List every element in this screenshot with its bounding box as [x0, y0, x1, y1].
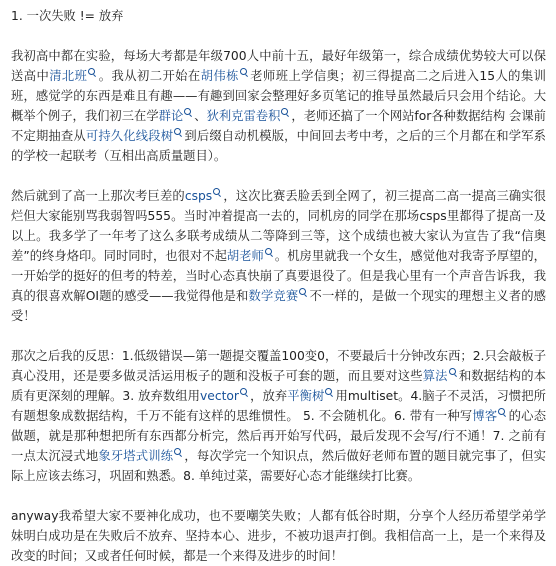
keyword-link-text: 平衡树 — [287, 389, 325, 403]
search-icon — [184, 108, 191, 115]
search-icon — [265, 248, 272, 255]
keyword-search-link[interactable] — [98, 449, 184, 463]
keyword-link-text: 胡伟栋 — [200, 69, 239, 83]
keyword-search-link[interactable] — [227, 249, 275, 263]
paragraph — [11, 186, 546, 326]
text-run: ，老师还搞了一个网站for各种数据结构 会课前不定期抽查从 — [11, 109, 546, 143]
keyword-search-link[interactable] — [287, 389, 335, 403]
text-run: 。我从初二开始在 — [98, 69, 201, 83]
text-run: 用multiset。4.脑子不灵活，习惯把所有题想象成数据结构，千万不能有这样的思维惯性。 5. 不会随机化。6. 带有一种写 — [11, 389, 546, 423]
text-run: 然后就到了高一上那次考巨差的 — [11, 189, 185, 203]
keyword-link-text: 胡老师 — [226, 249, 264, 263]
paragraph — [11, 506, 546, 566]
keyword-link-text: 清北班 — [49, 69, 88, 83]
text-run: 我初高中都在实验，每场大考都是年级700人中前十五，最好年级第一，综合成绩优势较大可以保送高中 — [11, 49, 546, 83]
keyword-search-link[interactable] — [49, 69, 98, 83]
text-run: ，放弃 — [250, 389, 288, 403]
text-run: 和数据结构的本质有更深刻的理解。3. 放弃数组用 — [11, 369, 546, 403]
text-run: ，每次学完一个知识点，然后做好老师布置的题目就完事了，但实际上应该去练习，巩固和熟悉。8. 单纯过菜，需要好心态才能继续打比赛。 — [11, 449, 546, 483]
paragraph — [11, 46, 546, 166]
search-icon — [498, 408, 505, 415]
search-icon — [174, 128, 181, 135]
keyword-search-link[interactable] — [472, 409, 508, 423]
search-icon — [240, 68, 247, 75]
text-run: 到后缀自动机模版，中间回去考中考，之后的三个月都在和学军系的学校一起联考（互相出高质量题目）。 — [11, 129, 546, 163]
text-run: 的心态做题，就是那种想把所有东西都分析完，然后再开始写代码，最后发现不会写/行不通！7. 之前有一点太沉浸式地 — [11, 409, 546, 463]
keyword-link-text: 狄利克雷卷积 — [206, 109, 281, 123]
text-run: 那次之后我的反思：1.低级错误—第一题提交覆盖100变0，不要最后十分钟改东西；2.只会敲板子真心没用，还是要多做灵活运用板子的题和没板子可套的题，而且要对这些 — [11, 349, 546, 383]
search-icon — [213, 188, 220, 195]
text-run: 、 — [194, 109, 207, 123]
search-icon — [174, 448, 181, 455]
keyword-search-link[interactable] — [159, 109, 195, 123]
keyword-link-text: 可持久化线段树 — [85, 129, 174, 143]
text-run: anyway我希望大家不要神化成功，也不要嘲笑失败；人都有低谷时期，分享个人经历希望学弟学妹明白成功是在失败后不放弃、坚持本心、进步，不被功退声打倒。我相信高一上，是一个来得及改变的时间；又或者任何时候，都是一个来得及进步的时间！ — [11, 509, 546, 563]
keyword-search-link[interactable] — [423, 369, 459, 383]
keyword-search-link[interactable] — [200, 389, 250, 403]
paragraph-container — [11, 46, 546, 566]
search-icon — [88, 68, 95, 75]
search-icon — [325, 388, 332, 395]
keyword-search-link[interactable] — [207, 109, 292, 123]
keyword-search-link[interactable] — [249, 289, 310, 303]
keyword-link-text: 象牙塔式训练 — [98, 449, 174, 463]
section-heading: 1. 一次失败 != 放弃 — [11, 9, 124, 23]
search-icon — [299, 288, 306, 295]
search-icon — [240, 388, 247, 395]
keyword-link-text: vector — [199, 389, 239, 403]
keyword-link-text: 算法 — [422, 369, 448, 383]
paragraph — [11, 346, 546, 486]
text-run: ，这次比赛丢脸丢到全网了，初三提高二高一提高三确实很烂但大家能别骂我弱智吗555。当时冲着提高一去的，同机房的同学在那场csps里都得了提高一及以上。我多学了一年考了这么多联考成绩从二等降到三等，这个成绩也被大家认为宣告了我“信奥差”的终身烙印。同时同时，也很对不起 — [11, 189, 546, 263]
keyword-link-text: 博客 — [472, 409, 498, 423]
search-icon — [449, 368, 456, 375]
keyword-search-link[interactable] — [86, 129, 184, 143]
text-run: 不一样的，是做一个现实的理想主义者的感受！ — [11, 289, 546, 323]
keyword-link-text: 群论 — [158, 109, 184, 123]
keyword-search-link[interactable] — [201, 69, 250, 83]
search-icon — [281, 108, 288, 115]
keyword-search-link[interactable] — [185, 189, 223, 203]
text-run: 老师班上学信奥；初三得提高二之后进入15人的集训班，感觉学的东西是难且有趣——有趣到回家会整理好多页笔记的推导虽然最后只会用个结论。大概举个例子，我们初三在学 — [11, 69, 546, 123]
keyword-link-text: csps — [184, 189, 213, 203]
text-run: 。机房里就我一个女生，感觉他对我寄予厚望的，一开始学的挺好的但考的特差，当时心态真快崩了真要退役了。但是我心里有一个声音告诉我，我真的很喜欢解OI题的感受——我觉得他是和 — [11, 249, 546, 303]
keyword-link-text: 数学竞赛 — [248, 289, 299, 303]
